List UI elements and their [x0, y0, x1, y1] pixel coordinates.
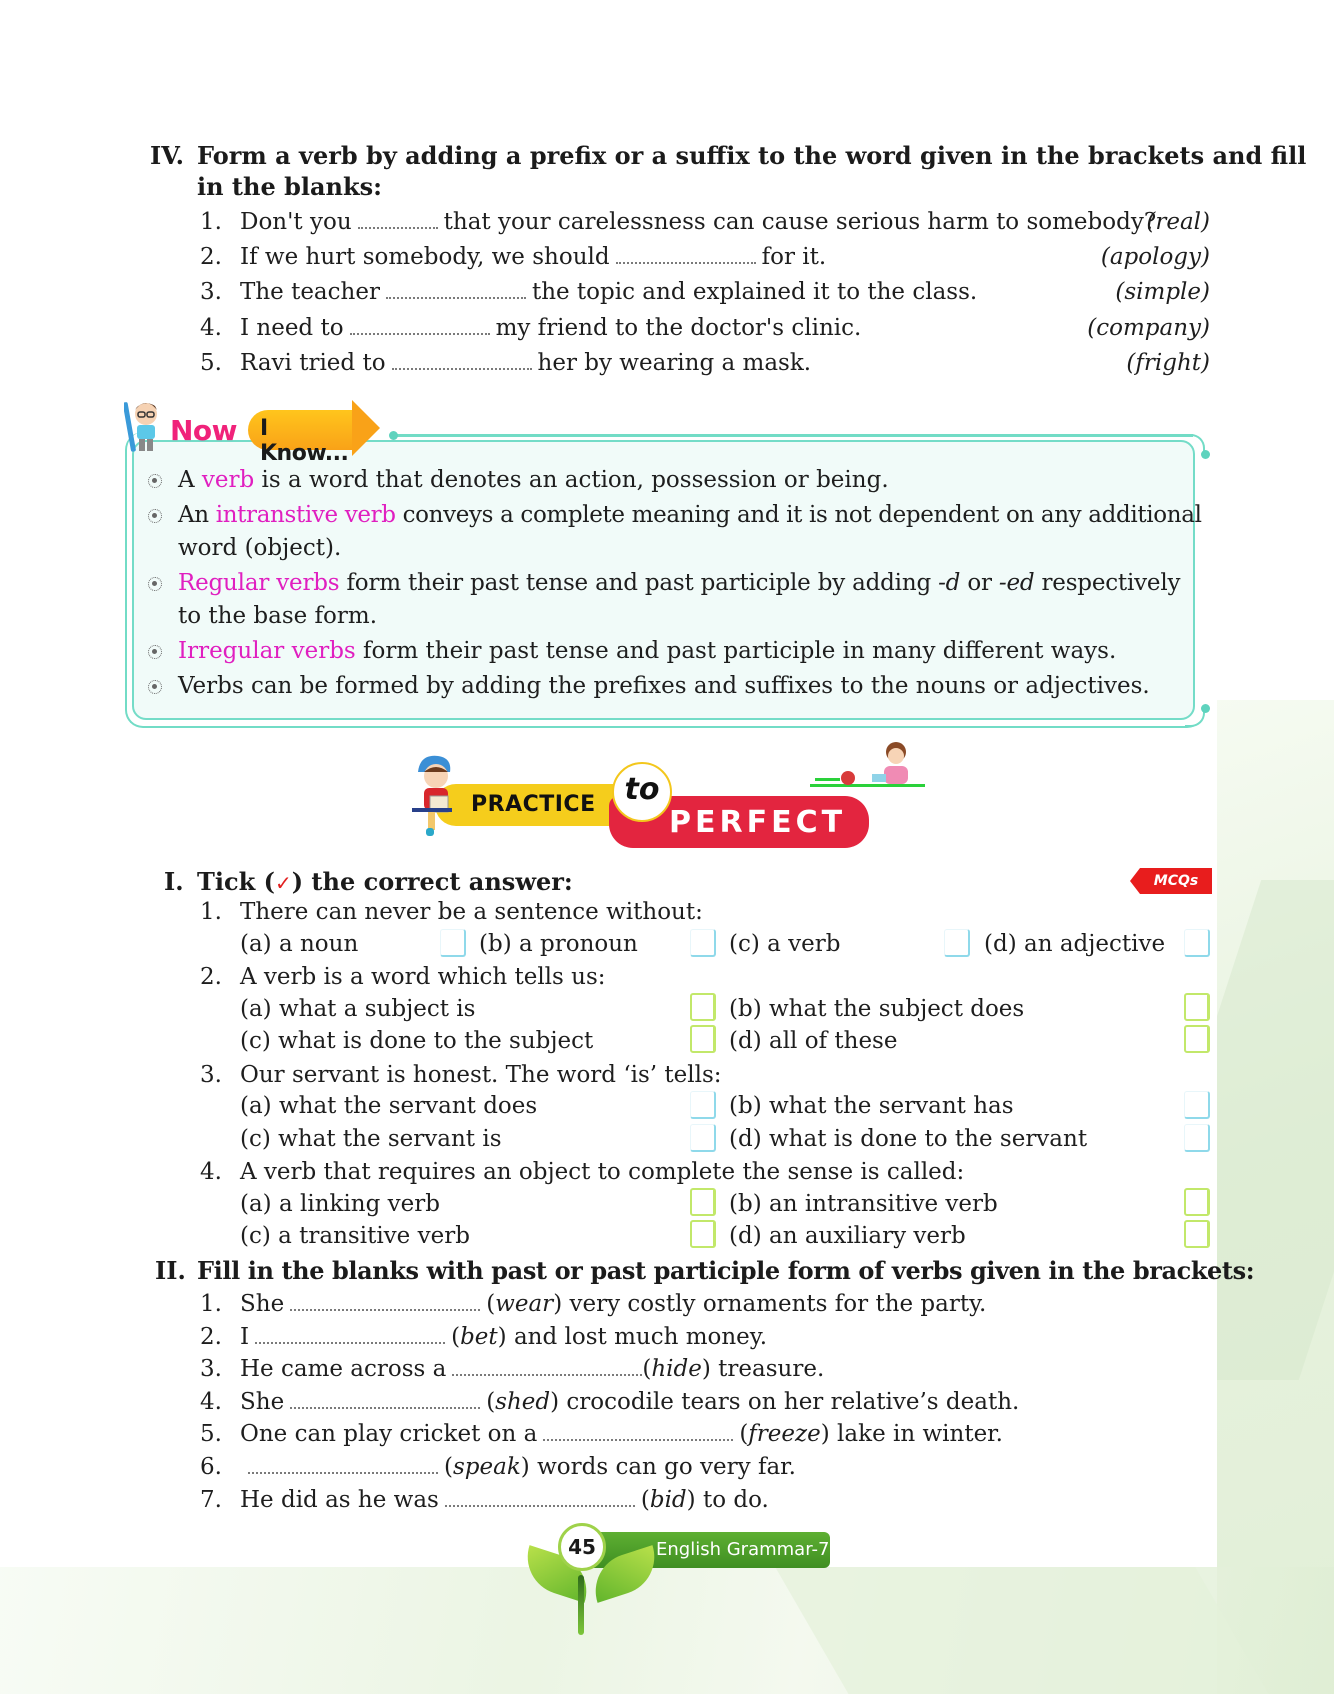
section-iv-item — [200, 206, 1210, 239]
kid-reading-icon — [412, 752, 460, 838]
option-label: (d) an auxiliary verb — [729, 1223, 966, 1249]
item-text: The teacher — [240, 279, 380, 305]
stem-icon — [578, 1575, 584, 1635]
bullet-icon — [148, 577, 162, 591]
section-i-number: I. — [164, 867, 184, 896]
section-i-title: Tick (✓) the correct answer: — [197, 867, 573, 896]
question: 3. Our servant is honest. The word ‘is’ tells: — [200, 1062, 722, 1088]
bullet-icon — [148, 645, 162, 659]
answer-checkbox[interactable] — [690, 1025, 716, 1053]
option-label: (d) what is done to the servant — [729, 1126, 1088, 1152]
item-number: 1. — [200, 209, 222, 235]
knowledge-point-continued: word (object). — [178, 535, 342, 561]
option-label: (a) what the servant does — [240, 1093, 538, 1119]
answer-checkbox[interactable] — [1184, 929, 1210, 957]
option-label: (a) a noun — [240, 931, 359, 957]
item-text: Ravi tried to — [240, 350, 386, 376]
answer-checkbox[interactable] — [1184, 1025, 1210, 1053]
answer-checkbox[interactable] — [690, 1091, 716, 1119]
option-label: (a) what a subject is — [240, 996, 476, 1022]
item-text: my friend to the doctor's clinic. — [495, 315, 862, 341]
blank-field[interactable] — [452, 1370, 642, 1376]
boy-with-pencil-icon — [124, 398, 166, 458]
now-label: Now — [170, 414, 238, 447]
option-label: (b) a pronoun — [479, 931, 638, 957]
fill-item: 7. He did as he was (bid) to do. — [200, 1487, 769, 1513]
option-label: (d) all of these — [729, 1028, 898, 1054]
section-iv-item — [200, 241, 1210, 274]
blank-field[interactable] — [290, 1305, 480, 1311]
item-hint: (company) — [1087, 315, 1210, 341]
blank-field[interactable] — [248, 1468, 438, 1474]
option-label: (c) what the servant is — [240, 1126, 502, 1152]
option-label: (c) a transitive verb — [240, 1223, 470, 1249]
fill-item: 5. One can play cricket on a (freeze) lake in winter. — [200, 1421, 1003, 1447]
answer-checkbox[interactable] — [690, 929, 716, 957]
item-text: If we hurt somebody, we should — [240, 244, 610, 270]
option-label: (b) what the servant has — [729, 1093, 1014, 1119]
item-hint: (fright) — [1126, 350, 1210, 376]
i-know-label: I Know... — [248, 410, 360, 450]
line-dot — [1201, 450, 1210, 459]
answer-checkbox[interactable] — [690, 1188, 716, 1216]
item-number: 3. — [200, 279, 222, 305]
panel-top-line — [393, 434, 1193, 437]
answer-checkbox[interactable] — [440, 929, 466, 957]
bullet-icon — [148, 509, 162, 523]
knowledge-point-continued: to the base form. — [178, 603, 378, 629]
blank-field[interactable] — [358, 223, 438, 229]
item-text: for it. — [761, 244, 827, 270]
item-number: 4. — [200, 315, 222, 341]
to-label: to — [612, 762, 672, 822]
section-ii-title: Fill in the blanks with past or past participle form of verbs given in the brackets: — [197, 1256, 1255, 1285]
answer-checkbox[interactable] — [690, 993, 716, 1021]
section-iv-item — [200, 347, 1210, 380]
mcqs-tag: MCQs — [1140, 868, 1212, 894]
item-text: the topic and explained it to the class. — [531, 279, 978, 305]
section-iv-title-line1: Form a verb by adding a prefix or a suffix to the word given in the brackets and fill — [197, 141, 1307, 170]
option-label: (c) what is done to the subject — [240, 1028, 594, 1054]
page-number: 45 — [558, 1523, 606, 1571]
item-number: 5. — [200, 350, 222, 376]
blank-field[interactable] — [392, 364, 532, 370]
answer-checkbox[interactable] — [1184, 1091, 1210, 1119]
fill-item: 6. (speak) words can go very far. — [200, 1454, 796, 1480]
knowledge-point: Regular verbs form their past tense and past participle by adding -d or -ed respectively — [178, 570, 1181, 596]
answer-checkbox[interactable] — [690, 1220, 716, 1248]
bullet-icon — [148, 474, 162, 488]
blank-field[interactable] — [386, 293, 526, 299]
knowledge-point: Irregular verbs form their past tense and past participle in many different ways. — [178, 638, 1117, 664]
answer-checkbox[interactable] — [1184, 1124, 1210, 1152]
section-iv-number: IV. — [150, 141, 185, 170]
section-iv-item — [200, 312, 1210, 345]
section-iv-item — [200, 276, 1210, 309]
fill-item: 3. He came across a (hide) treasure. — [200, 1356, 825, 1382]
knowledge-point: An intranstive verb conveys a complete meaning and it is not dependent on any additional — [178, 502, 1202, 528]
knowledge-point: A verb is a word that denotes an action, possession or being. — [178, 467, 889, 493]
practice-label: PRACTICE — [435, 784, 635, 826]
answer-checkbox[interactable] — [1184, 1188, 1210, 1216]
blank-field[interactable] — [255, 1338, 445, 1344]
girl-reading-icon — [810, 740, 925, 792]
question: 4. A verb that requires an object to complete the sense is called: — [200, 1159, 965, 1185]
question: 2. A verb is a word which tells us: — [200, 964, 606, 990]
knowledge-point: Verbs can be formed by adding the prefixes and suffixes to the nouns or adjectives. — [178, 673, 1150, 699]
item-hint: (apology) — [1100, 244, 1210, 270]
book-title: English Grammar-7 — [590, 1532, 830, 1568]
option-label: (d) an adjective — [984, 931, 1166, 957]
blank-field[interactable] — [350, 329, 490, 335]
blank-field[interactable] — [616, 258, 756, 264]
item-text: Don't you — [240, 209, 352, 235]
tick-icon: ✓ — [274, 871, 292, 895]
item-number: 2. — [200, 244, 222, 270]
item-hint: (real) — [1146, 209, 1210, 235]
item-text: I need to — [240, 315, 344, 341]
option-label: (a) a linking verb — [240, 1191, 440, 1217]
option-label: (c) a verb — [729, 931, 841, 957]
option-label: (b) an intransitive verb — [729, 1191, 998, 1217]
section-ii-number: II. — [155, 1256, 186, 1285]
blank-field[interactable] — [543, 1435, 733, 1441]
arrow-icon — [352, 400, 380, 456]
answer-checkbox[interactable] — [1184, 1220, 1210, 1248]
answer-checkbox[interactable] — [690, 1124, 716, 1152]
fill-item: 1. She (wear) very costly ornaments for the party. — [200, 1291, 987, 1317]
question: 1. There can never be a sentence without: — [200, 899, 703, 925]
blank-field[interactable] — [445, 1501, 635, 1507]
blank-field[interactable] — [290, 1403, 480, 1409]
perfect-label: PERFECT — [609, 796, 869, 848]
line-dot — [389, 431, 398, 440]
fill-item: 4. She (shed) crocodile tears on her relative’s death. — [200, 1389, 1020, 1415]
bullet-icon — [148, 680, 162, 694]
answer-checkbox[interactable] — [1184, 993, 1210, 1021]
section-iv-title-line2: in the blanks: — [197, 172, 382, 201]
line-dot — [1201, 704, 1210, 713]
item-text: her by wearing a mask. — [537, 350, 812, 376]
fill-item: 2. I (bet) and lost much money. — [200, 1324, 768, 1350]
item-text: that your carelessness can cause serious harm to somebody? — [443, 209, 1157, 235]
option-label: (b) what the subject does — [729, 996, 1025, 1022]
item-hint: (simple) — [1115, 279, 1210, 305]
answer-checkbox[interactable] — [944, 929, 970, 957]
